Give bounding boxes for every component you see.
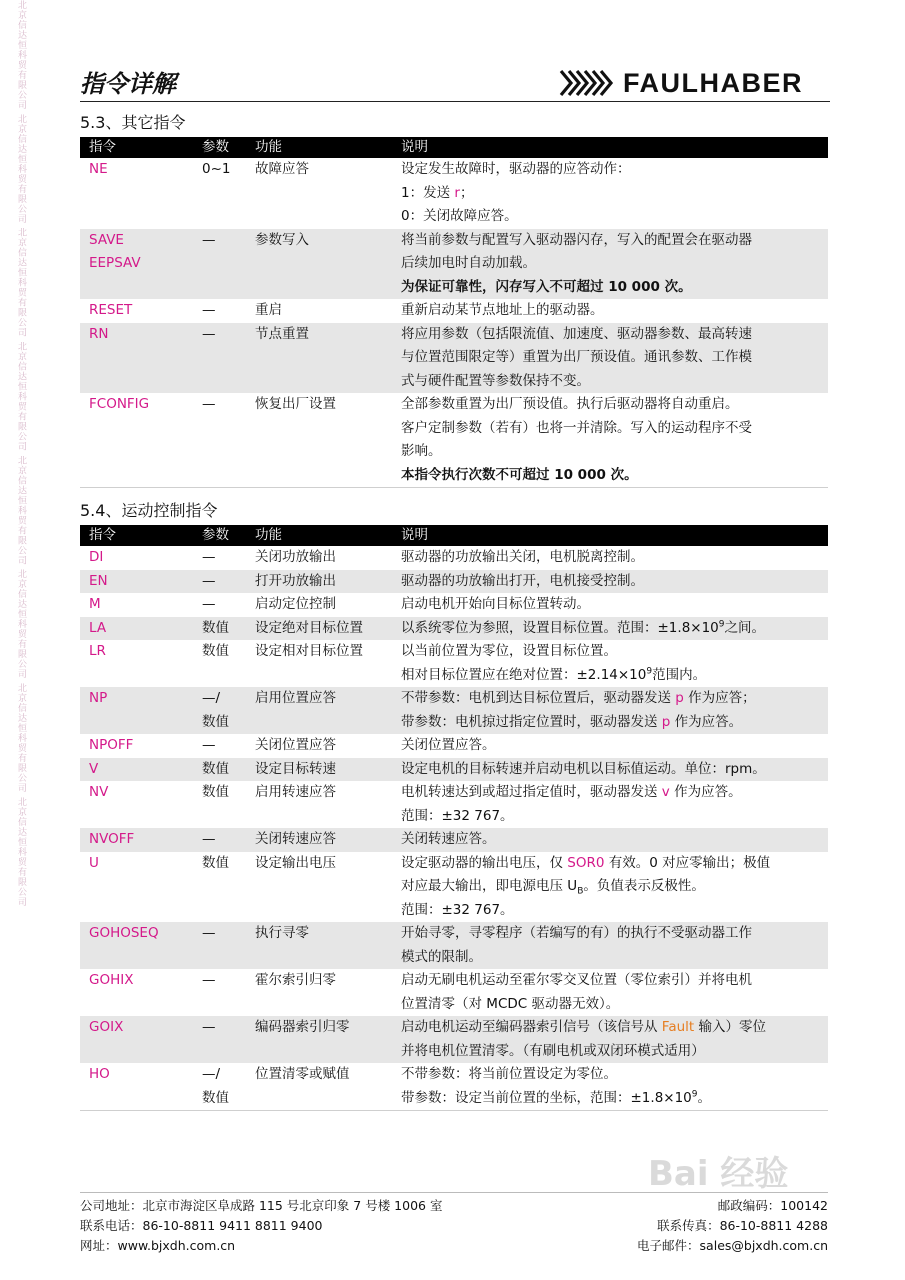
table-row (80, 593, 828, 617)
col-header-cmd: 指令 (80, 137, 193, 158)
desc-cell: 启动电机开始向目标位置转动。 (401, 596, 590, 612)
desc-cell: 驱动器的功放输出打开，电机接受控制。 (392, 570, 828, 594)
func-cell: 霍尔索引归零 (255, 972, 336, 988)
side-watermark: 北京信达恒科贸有限公司 北京信达恒科贸有限公司 北京信达恒科贸有限公司 北京信达恒科贸有限公司 北京信达恒科贸有限公司 北京信达恒科贸有限公司 北京信达恒科贸有限公司 北京信达恒科贸有限公司 (16, 0, 26, 908)
cmd-en: EN (80, 570, 193, 594)
table-row (80, 852, 828, 923)
param-cell: — (202, 549, 216, 565)
desc-cell: 以当前位置为零位，设置目标位置。 相对目标位置应在绝对位置：$\pm 2.14\times 10^9$范围内。 (401, 643, 707, 683)
table-row (80, 758, 828, 782)
desc-cell: 将当前参数与配置写入驱动器闪存，写入的配置会在驱动器 后续加电时自动加载。 为保证可靠性，闪存写入不可超过 10 000 次。 (392, 229, 828, 300)
param-cell: — (193, 229, 246, 300)
func-cell: 执行寻零 (246, 922, 392, 969)
cmd-m: M (89, 596, 101, 612)
desc-cell: 设定发生故障时，驱动器的应答动作： 1：发送 r； 0：关闭故障应答。 (401, 161, 631, 224)
func-cell: 设定输出电压 (255, 854, 336, 871)
param-cell: — (193, 323, 246, 394)
section-title-5-4: 5.4、运动控制指令 (80, 501, 218, 520)
func-cell: 设定相对目标位置 (255, 643, 363, 659)
baidu-watermark: Bai 经验 (648, 1154, 789, 1194)
table-row (80, 1063, 828, 1111)
func-cell: 位置清零或赋值 (246, 1063, 392, 1111)
other-commands-table (80, 137, 828, 488)
desc-cell: 以系统零位为参照，设置目标位置。范围：$\pm 1.8\times 10^9$之间。 (392, 617, 828, 641)
desc-cell: 启动电机运动至编码器索引信号（该信号从 Fault 输入）零位 并将电机位置清零。（有刷电机或双闭环模式适用） (392, 1016, 828, 1063)
func-cell: 打开功放输出 (246, 570, 392, 594)
table-row (80, 393, 828, 488)
cmd-ne: NE (89, 161, 108, 177)
param-cell: — (202, 596, 216, 612)
func-cell: 编码器索引归零 (246, 1016, 392, 1063)
brand-name: FAULHABER (623, 67, 803, 98)
func-cell: 设定绝对目标位置 (246, 617, 392, 641)
func-cell: 重启 (255, 302, 282, 318)
param-cell: 0~1 (202, 161, 231, 177)
desc-cell: 重新启动某节点地址上的驱动器。 (401, 302, 604, 318)
param-cell: — (202, 972, 216, 988)
cmd-goix: GOIX (80, 1016, 193, 1063)
cmd-save: SAVE EEPSAV (80, 229, 193, 300)
desc-cell: 驱动器的功放输出关闭，电机脱离控制。 (401, 549, 644, 565)
cmd-la: LA (80, 617, 193, 641)
table-row (80, 617, 828, 641)
desc-cell: 全部参数重置为出厂预设值。执行后驱动器将自动重启。 客户定制参数（若有）也将一并清除。写入的运动程序不受 影响。 本指令执行次数不可超过 10 000 次。 (392, 393, 828, 488)
table-row (80, 922, 828, 969)
desc-cell: 不带参数：电机到达目标位置后，驱动器发送 p 作为应答； 带参数：电机掠过指定位置时，驱动器发送 p 作为应答。 (392, 687, 828, 734)
col-header-cmd: 指令 (80, 525, 193, 546)
table-row (80, 1016, 828, 1063)
cmd-rn: RN (80, 323, 193, 394)
desc-cell: 设定驱动器的输出电压，仅 SOR0 有效。0 对应零输出；极值 对应最大输出，即电源电压 $U_B$。负值表示反极性。 范围：±32 767。 (401, 854, 771, 918)
param-cell: 数值 (193, 758, 246, 782)
cmd-nvoff: NVOFF (80, 828, 193, 852)
param-cell: 数值 (202, 784, 229, 800)
func-cell: 启动定位控制 (255, 596, 336, 612)
table-row (80, 323, 828, 394)
footer-fax: 联系传真：86-10-8811 4288 (657, 1218, 828, 1233)
func-cell: 参数写入 (246, 229, 392, 300)
brand-logo (557, 67, 829, 99)
section-title-5-3: 5.3、其它指令 (80, 113, 186, 132)
param-cell: — (193, 828, 246, 852)
cmd-ho: HO (80, 1063, 193, 1111)
footer-postcode: 邮政编码：100142 (717, 1198, 828, 1213)
footer-phone: 联系电话：86-10-8811 9411 8811 9400 (80, 1218, 323, 1233)
cmd-nv: NV (89, 784, 109, 800)
col-header-param: 参数 (193, 137, 246, 158)
col-header-func: 功能 (246, 137, 392, 158)
func-cell: 节点重置 (246, 323, 392, 394)
motion-commands-table (80, 525, 828, 1111)
func-cell: 关闭功放输出 (255, 549, 336, 565)
cmd-gohix: GOHIX (89, 972, 134, 988)
table-row (80, 734, 828, 758)
func-cell: 启用位置应答 (246, 687, 392, 734)
col-header-func: 功能 (246, 525, 392, 546)
header-rule (80, 101, 830, 102)
faulhaber-stripes-icon (557, 69, 617, 97)
param-cell: — (193, 570, 246, 594)
table-row (80, 546, 828, 570)
func-cell: 启用转速应答 (255, 784, 336, 800)
page-title: 指令详解 (80, 69, 176, 98)
desc-cell: 启动无刷电机运动至霍尔零交叉位置（零位索引）并将电机 位置清零（对 MCDC 驱动器无效）。 (401, 972, 752, 1012)
param-cell: — (202, 737, 216, 753)
param-cell: —/ 数值 (193, 1063, 246, 1111)
col-header-param: 参数 (193, 525, 246, 546)
desc-cell: 关闭位置应答。 (401, 737, 496, 753)
cmd-npoff: NPOFF (89, 737, 134, 753)
cmd-di: DI (89, 549, 104, 565)
func-cell: 恢复出厂设置 (246, 393, 392, 488)
cmd-reset: RESET (89, 302, 133, 318)
desc-cell: 设定电机的目标转速并启动电机以目标值运动。单位：rpm。 (392, 758, 828, 782)
func-cell: 故障应答 (255, 161, 309, 177)
param-cell: — (193, 1016, 246, 1063)
table-header-row (80, 525, 828, 546)
table-row (80, 828, 828, 852)
param-cell: —/ 数值 (193, 687, 246, 734)
param-cell: 数值 (202, 643, 229, 659)
col-header-desc: 说明 (392, 525, 828, 546)
param-cell: — (193, 393, 246, 488)
cmd-v: V (80, 758, 193, 782)
param-cell: — (202, 302, 216, 318)
func-cell: 设定目标转速 (246, 758, 392, 782)
func-cell: 关闭位置应答 (255, 737, 336, 753)
desc-cell: 电机转速达到或超过指定值时，驱动器发送 v 作为应答。 范围：±32 767。 (401, 784, 742, 824)
footer-email[interactable]: 电子邮件：sales@bjxdh.com.cn (637, 1238, 828, 1253)
cmd-u: U (89, 854, 99, 871)
col-header-desc: 说明 (392, 137, 828, 158)
table-row (80, 570, 828, 594)
table-row (80, 687, 828, 734)
cmd-gohoseq: GOHOSEQ (80, 922, 193, 969)
table-row (80, 969, 828, 1016)
cmd-fconfig: FCONFIG (80, 393, 193, 488)
cmd-np: NP (80, 687, 193, 734)
param-cell: 数值 (202, 854, 229, 871)
table-row (80, 781, 828, 828)
func-cell: 关闭转速应答 (246, 828, 392, 852)
desc-cell: 关闭转速应答。 (392, 828, 828, 852)
param-cell: 数值 (193, 617, 246, 641)
cmd-lr: LR (89, 643, 106, 659)
table-header-row (80, 137, 828, 158)
table-row (80, 299, 828, 323)
desc-cell: 不带参数：将当前位置设定为零位。 带参数：设定当前位置的坐标，范围：$\pm 1.8\times 10^9$。 (392, 1063, 828, 1111)
desc-cell: 将应用参数（包括限流值、加速度、驱动器参数、最高转速 与位置范围限定等）重置为出厂预设值。通讯参数、工作模 式与硬件配置等参数保持不变。 (392, 323, 828, 394)
param-cell: — (193, 922, 246, 969)
footer-address: 公司地址：北京市海淀区阜成路 115 号北京印象 7 号楼 1006 室 (80, 1198, 443, 1213)
table-row (80, 158, 828, 229)
footer-website[interactable]: 网址：www.bjxdh.com.cn (80, 1238, 236, 1253)
table-row (80, 640, 828, 687)
table-row (80, 229, 828, 300)
desc-cell: 开始寻零，寻零程序（若编写的有）的执行不受驱动器工作 模式的限制。 (392, 922, 828, 969)
